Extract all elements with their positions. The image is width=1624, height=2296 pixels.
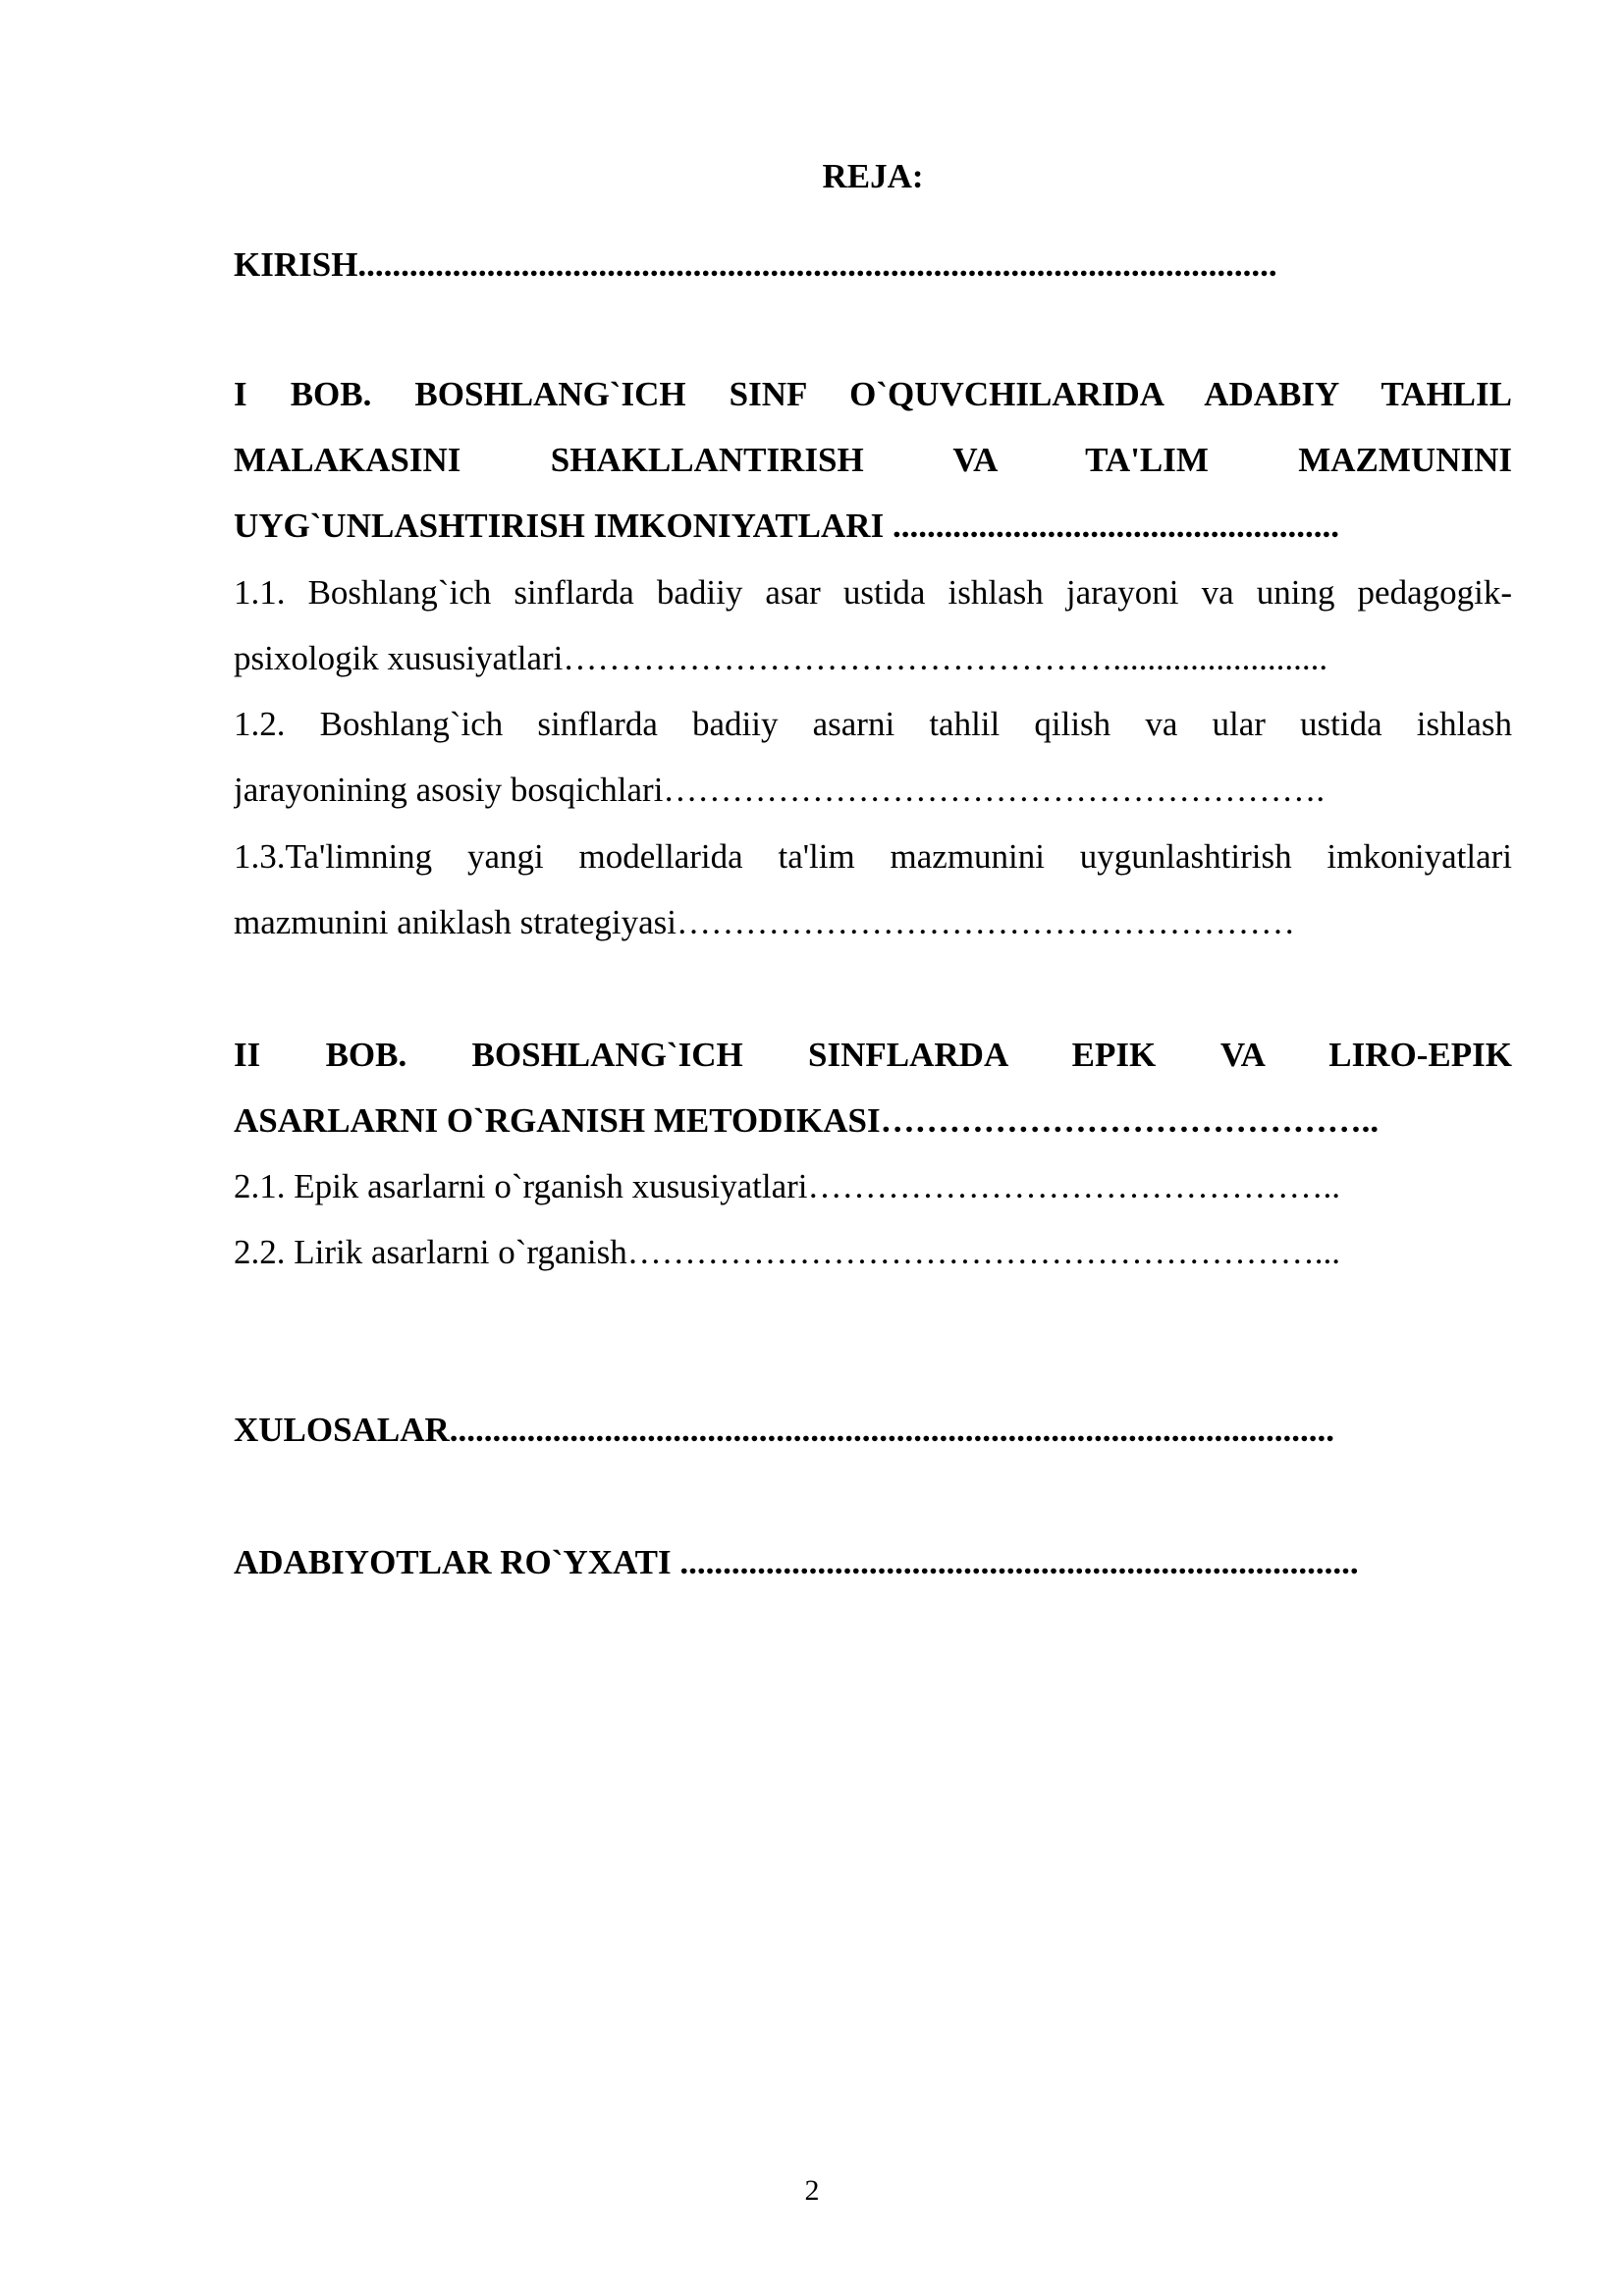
section-2-2: 2.2. Lirik asarlarni o`rganish……………………………………………………... <box>234 1233 1341 1271</box>
toc-entry-kirish: KIRISH........................................................................................................... <box>234 245 1277 284</box>
chapter-1-heading-line-2: MALAKASINI SHAKLLANTIRISH VA TA'LIM MAZMUNINI <box>234 441 1512 479</box>
chapter-1-heading-line-3: UYG`UNLASHTIRISH IMKONIYATLARI .................................................... <box>234 507 1339 545</box>
chapter-1-heading-line-1: I BOB. BOSHLANG`ICH SINF O`QUVCHILARIDA ADABIY TAHLIL <box>234 375 1512 413</box>
section-1-2-line-1: 1.2. Boshlang`ich sinflarda badiiy asarni tahlil qilish va ular ustida ishlash <box>234 705 1512 743</box>
page-number: 2 <box>804 2174 820 2207</box>
section-1-3-line-2: mazmunini aniklash strategiyasi……………………………………………… <box>234 903 1296 941</box>
section-1-3-line-1: 1.3.Ta'limning yangi modellarida ta'lim mazmunini uygunlashtirish imkoniyatlari <box>234 837 1512 876</box>
section-1-1-line-1: 1.1. Boshlang`ich sinflarda badiiy asar ustida ishlash jarayoni va uning pedagogik- <box>234 573 1512 612</box>
document-page <box>234 0 1512 2296</box>
section-1-1-line-2: psixologik xususiyatlari…………………………………………......................... <box>234 639 1328 677</box>
document-title: REJA: <box>822 157 924 195</box>
chapter-2-heading-line-1: II BOB. BOSHLANG`ICH SINFLARDA EPIK VA LIRO-EPIK <box>234 1036 1512 1074</box>
chapter-2-heading-line-2: ASARLARNI O`RGANISH METODIKASI…………………………………….. <box>234 1101 1380 1140</box>
section-2-1: 2.1. Epik asarlarni o`rganish xususiyatlari……………………………………….. <box>234 1167 1341 1205</box>
toc-entry-xulosalar: XULOSALAR....................................................................................................... <box>234 1411 1335 1449</box>
section-1-2-line-2: jarayonining asosiy bosqichlari…………………………………………………. <box>234 771 1326 809</box>
toc-entry-adabiyotlar: ADABIYOTLAR RO`YXATI ............................................................................... <box>234 1543 1359 1581</box>
